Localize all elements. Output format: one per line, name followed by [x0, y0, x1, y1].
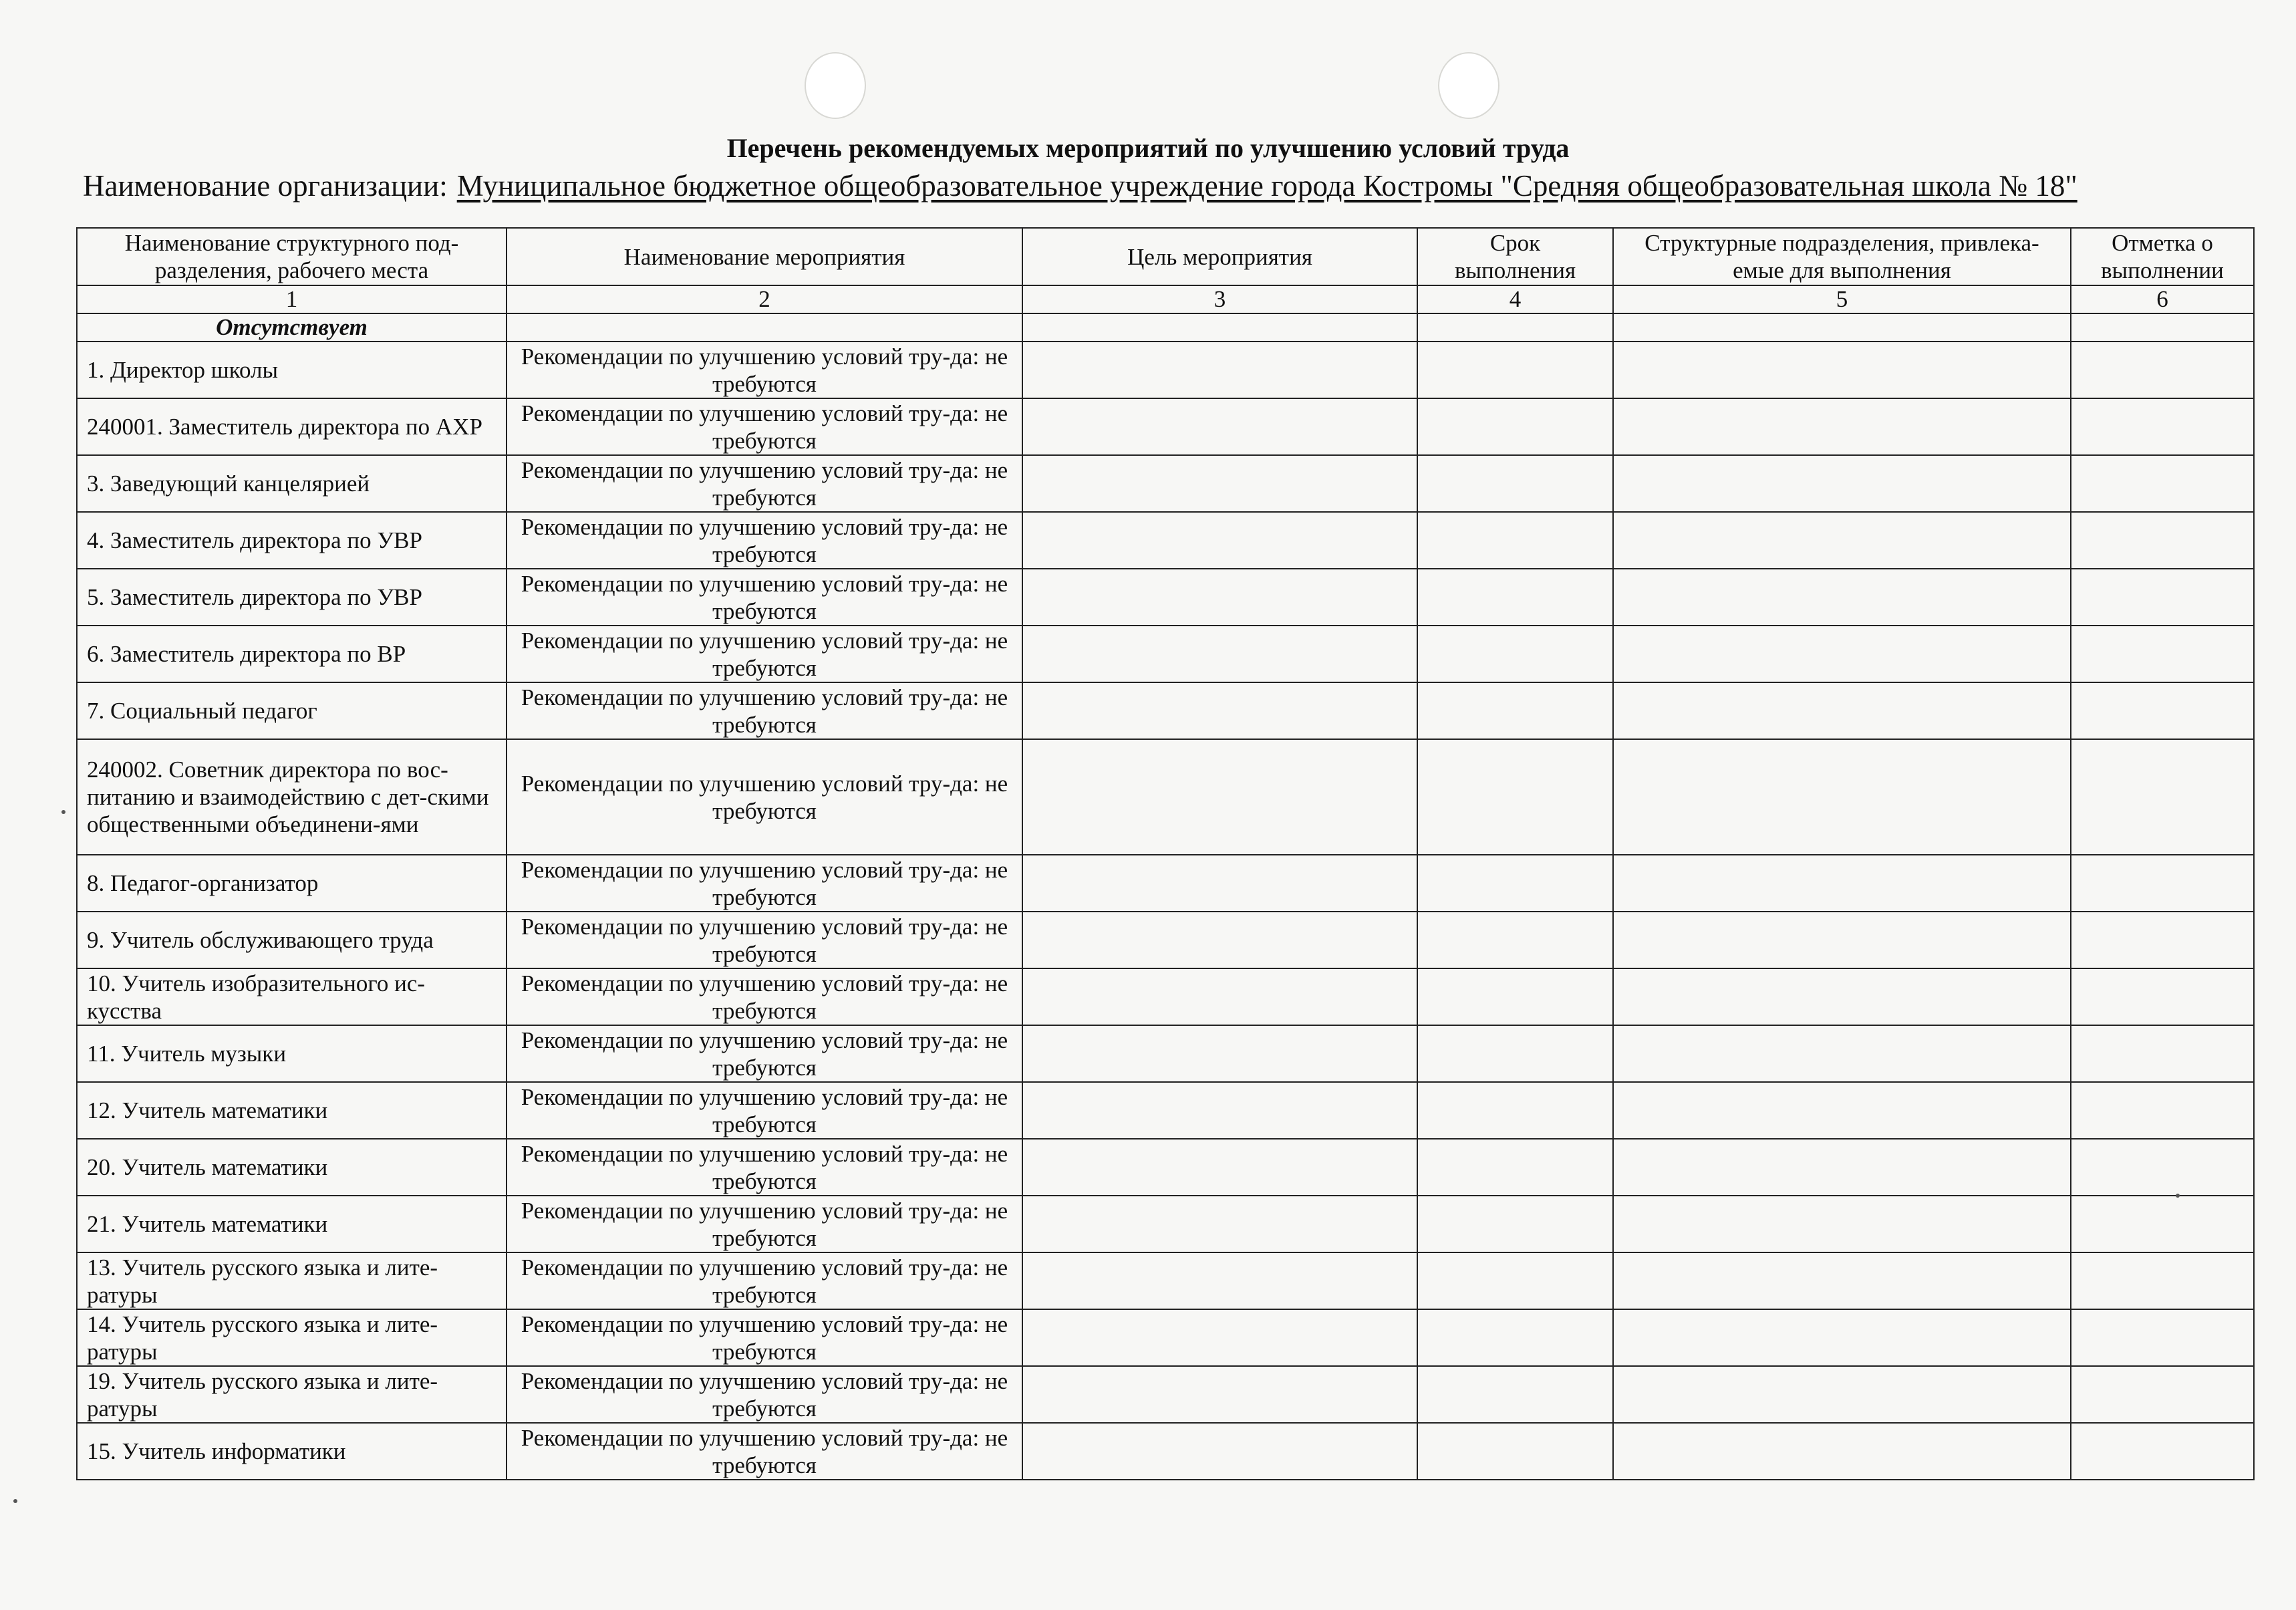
workplace-cell: 9. Учитель обслуживающего труда [77, 912, 507, 968]
section-label: Отсутствует [77, 313, 507, 342]
header-deadline: Срок выполнения [1417, 228, 1613, 285]
table-row [77, 1082, 2254, 1139]
workplace-cell: 1. Директор школы [77, 342, 507, 398]
header-goal: Цель мероприятия [1022, 228, 1417, 285]
section-row [77, 313, 2254, 342]
column-number: 6 [2071, 285, 2254, 313]
document-title: Перечень рекомендуемых мероприятий по улучшению условий труда [726, 133, 1570, 163]
measure-cell: Рекомендации по улучшению условий тру-да: не требуются [507, 1196, 1022, 1252]
workplace-cell: 240001. Заместитель директора по АХР [77, 398, 507, 455]
organization-name: Муниципальное бюджетное общеобразовательное учреждение города Костромы "Средняя общеобразовательная школа № 18" [456, 169, 2077, 203]
workplace-cell: 12. Учитель математики [77, 1082, 507, 1139]
workplace-cell: 3. Заведующий канцелярией [77, 455, 507, 512]
measure-cell: Рекомендации по улучшению условий тру-да: не требуются [507, 569, 1022, 626]
measure-cell: Рекомендации по улучшению условий тру-да: не требуются [507, 626, 1022, 682]
column-number: 5 [1613, 285, 2071, 313]
table-row [77, 1025, 2254, 1082]
measure-cell: Рекомендации по улучшению условий тру-да: не требуются [507, 1366, 1022, 1423]
measure-cell: Рекомендации по улучшению условий тру-да: не требуются [507, 342, 1022, 398]
table-row [77, 455, 2254, 512]
measure-cell: Рекомендации по улучшению условий тру-да: не требуются [507, 912, 1022, 968]
measures-table [76, 227, 2255, 1480]
header-measure: Наименование мероприятия [507, 228, 1022, 285]
table-row [77, 912, 2254, 968]
measure-cell: Рекомендации по улучшению условий тру-да: не требуются [507, 512, 1022, 569]
table-row [77, 512, 2254, 569]
table-row [77, 569, 2254, 626]
header-departments: Структурные подразделения, привлека-емые для выполнения [1613, 228, 2071, 285]
measure-cell: Рекомендации по улучшению условий тру-да: не требуются [507, 1139, 1022, 1196]
measure-cell: Рекомендации по улучшению условий тру-да: не требуются [507, 855, 1022, 912]
punch-hole-right [1438, 52, 1499, 119]
header-completion-mark: Отметка о выполнении [2071, 228, 2254, 285]
measure-cell: Рекомендации по улучшению условий тру-да: не требуются [507, 1252, 1022, 1309]
table-row [77, 1252, 2254, 1309]
column-number: 4 [1417, 285, 1613, 313]
workplace-cell: 15. Учитель информатики [77, 1423, 507, 1480]
organization-line [83, 167, 2077, 205]
table-row [77, 1196, 2254, 1252]
measure-cell: Рекомендации по улучшению условий тру-да: не требуются [507, 1025, 1022, 1082]
measure-cell: Рекомендации по улучшению условий тру-да: не требуются [507, 739, 1022, 855]
workplace-cell: 4. Заместитель директора по УВР [77, 512, 507, 569]
workplace-cell: 19. Учитель русского языка и лите-ратуры [77, 1366, 507, 1423]
column-number: 3 [1022, 285, 1417, 313]
table-row [77, 1366, 2254, 1423]
table-header-row [77, 228, 2254, 285]
table-row [77, 1139, 2254, 1196]
workplace-cell: 240002. Советник директора по вос-питанию и взаимодействию с дет-скими общественными объединени-ями [77, 739, 507, 855]
measure-cell: Рекомендации по улучшению условий тру-да: не требуются [507, 1082, 1022, 1139]
column-number: 2 [507, 285, 1022, 313]
scan-speck [61, 810, 65, 814]
measure-cell: Рекомендации по улучшению условий тру-да: не требуются [507, 1423, 1022, 1480]
table-row [77, 968, 2254, 1025]
workplace-cell: 10. Учитель изобразительного ис-кусства [77, 968, 507, 1025]
scan-speck [13, 1499, 17, 1503]
table-row [77, 739, 2254, 855]
workplace-cell: 5. Заместитель директора по УВР [77, 569, 507, 626]
scan-speck [2176, 1194, 2180, 1198]
table-row [77, 626, 2254, 682]
table-row [77, 342, 2254, 398]
table-row [77, 398, 2254, 455]
organization-label: Наименование организации: [83, 169, 448, 203]
workplace-cell: 21. Учитель математики [77, 1196, 507, 1252]
workplace-cell: 13. Учитель русского языка и лите-ратуры [77, 1252, 507, 1309]
punch-hole-left [805, 52, 866, 119]
header-workplace: Наименование структурного под-разделения, рабочего места [77, 228, 507, 285]
table-row [77, 855, 2254, 912]
measure-cell: Рекомендации по улучшению условий тру-да: не требуются [507, 968, 1022, 1025]
column-number: 1 [77, 285, 507, 313]
workplace-cell: 11. Учитель музыки [77, 1025, 507, 1082]
workplace-cell: 6. Заместитель директора по ВР [77, 626, 507, 682]
workplace-cell: 20. Учитель математики [77, 1139, 507, 1196]
measure-cell: Рекомендации по улучшению условий тру-да: не требуются [507, 1309, 1022, 1366]
measure-cell: Рекомендации по улучшению условий тру-да: не требуются [507, 455, 1022, 512]
workplace-cell: 7. Социальный педагог [77, 682, 507, 739]
workplace-cell: 8. Педагог-организатор [77, 855, 507, 912]
column-number-row [77, 285, 2254, 313]
measure-cell: Рекомендации по улучшению условий тру-да: не требуются [507, 682, 1022, 739]
table-row [77, 682, 2254, 739]
measure-cell: Рекомендации по улучшению условий тру-да: не требуются [507, 398, 1022, 455]
workplace-cell: 14. Учитель русского языка и лите-ратуры [77, 1309, 507, 1366]
table-row [77, 1309, 2254, 1366]
table-row [77, 1423, 2254, 1480]
